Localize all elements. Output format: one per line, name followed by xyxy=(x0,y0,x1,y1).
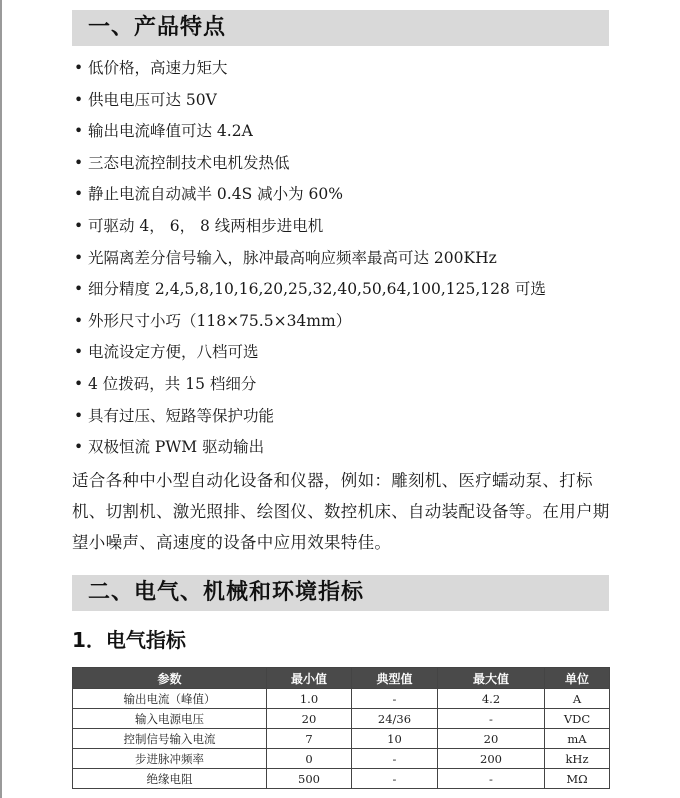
bullet-mark: • xyxy=(74,248,84,267)
feature-item xyxy=(74,274,546,306)
header-parameter: 参数 xyxy=(73,668,267,689)
feature-text: 输出电流峰值可达 4.2A xyxy=(88,122,253,141)
bullet-mark: • xyxy=(74,280,84,299)
feature-item xyxy=(74,337,546,369)
cell-min: 7 xyxy=(267,729,352,749)
bullet-mark: • xyxy=(74,59,84,77)
bullet-mark: • xyxy=(74,374,84,393)
section-heading-product-features: 一、产品特点 xyxy=(72,10,609,46)
feature-text: 双极恒流 PWM 驱动输出 xyxy=(88,438,265,457)
header-max: 最大值 xyxy=(438,668,545,689)
cell-typical: 24/36 xyxy=(352,709,438,729)
feature-text: 可驱动 4， 6， 8 线两相步进电机 xyxy=(88,216,324,235)
feature-item xyxy=(74,369,546,401)
table-row xyxy=(73,769,610,789)
bullet-mark: • xyxy=(74,406,84,425)
table-header-row xyxy=(73,668,610,689)
bullet-mark: • xyxy=(74,122,84,141)
table-row xyxy=(73,749,610,769)
subheading-electrical-specs: 1．电气指标 xyxy=(72,628,186,652)
table-row xyxy=(73,709,610,729)
feature-item xyxy=(74,116,546,148)
feature-item xyxy=(74,306,546,338)
cell-parameter: 输出电流（峰值） xyxy=(73,689,267,709)
cell-max: 20 xyxy=(438,729,545,749)
feature-text: 具有过压、短路等保护功能 xyxy=(88,406,275,425)
bullet-mark: • xyxy=(74,185,84,204)
cell-max: - xyxy=(438,769,545,789)
cell-unit: mA xyxy=(545,729,610,749)
feature-text: 4 位拨码，共 15 档细分 xyxy=(88,374,257,393)
bullet-mark: • xyxy=(74,153,84,172)
feature-item xyxy=(74,401,546,433)
feature-item xyxy=(74,85,546,117)
cell-unit: VDC xyxy=(545,709,610,729)
cell-max: 200 xyxy=(438,749,545,769)
feature-text: 供电电压可达 50V xyxy=(88,90,217,109)
feature-text: 静止电流自动减半 0.4S 减小为 60% xyxy=(88,185,344,204)
cell-min: 20 xyxy=(267,709,352,729)
section-heading-specifications: 二、电气、机械和环境指标 xyxy=(72,575,609,611)
cell-typical: 10 xyxy=(352,729,438,749)
feature-text: 电流设定方便，八档可选 xyxy=(88,343,259,362)
feature-item xyxy=(74,211,546,243)
page-left-border xyxy=(0,0,2,798)
cell-max: 4.2 xyxy=(438,689,545,709)
feature-list xyxy=(74,53,546,464)
electrical-spec-table xyxy=(72,667,610,789)
header-min: 最小值 xyxy=(267,668,352,689)
feature-item xyxy=(74,53,546,85)
feature-text: 外形尺寸小巧（118×75.5×34mm） xyxy=(88,311,352,330)
cell-parameter: 控制信号输入电流 xyxy=(73,729,267,749)
cell-typical: - xyxy=(352,689,438,709)
cell-min: 1.0 xyxy=(267,689,352,709)
table-row xyxy=(73,689,610,709)
feature-text: 光隔离差分信号输入，脉冲最高响应频率最高可达 200KHz xyxy=(88,248,497,267)
bullet-mark: • xyxy=(74,216,84,235)
feature-item xyxy=(74,243,546,275)
feature-text: 低价格，高速力矩大 xyxy=(88,59,228,77)
bullet-mark: • xyxy=(74,343,84,362)
cell-min: 0 xyxy=(267,749,352,769)
bullet-mark: • xyxy=(74,438,84,457)
feature-item xyxy=(74,148,546,180)
feature-item xyxy=(74,179,546,211)
cell-parameter: 步进脉冲频率 xyxy=(73,749,267,769)
cell-typical: - xyxy=(352,749,438,769)
cell-parameter: 输入电源电压 xyxy=(73,709,267,729)
header-typical: 典型值 xyxy=(352,668,438,689)
feature-text: 细分精度 2,4,5,8,10,16,20,25,32,40,50,64,100,125,128 可选 xyxy=(88,280,546,299)
table-row xyxy=(73,729,610,749)
bullet-mark: • xyxy=(74,90,84,109)
feature-text: 三态电流控制技术电机发热低 xyxy=(88,153,290,172)
cell-unit: kHz xyxy=(545,749,610,769)
cell-max: - xyxy=(438,709,545,729)
bullet-mark: • xyxy=(74,311,84,330)
cell-parameter: 绝缘电阻 xyxy=(73,769,267,789)
application-paragraph: 适合各种中小型自动化设备和仪器，例如：雕刻机、医疗蠕动泵、打标机、切割机、激光照排、绘图仪、数控机床、自动装配设备等。在用户期望小噪声、高速度的设备中应用效果特佳。 xyxy=(72,471,610,552)
header-unit: 单位 xyxy=(545,668,610,689)
feature-item xyxy=(74,432,546,464)
cell-unit: A xyxy=(545,689,610,709)
cell-typical: - xyxy=(352,769,438,789)
cell-unit: MΩ xyxy=(545,769,610,789)
cell-min: 500 xyxy=(267,769,352,789)
